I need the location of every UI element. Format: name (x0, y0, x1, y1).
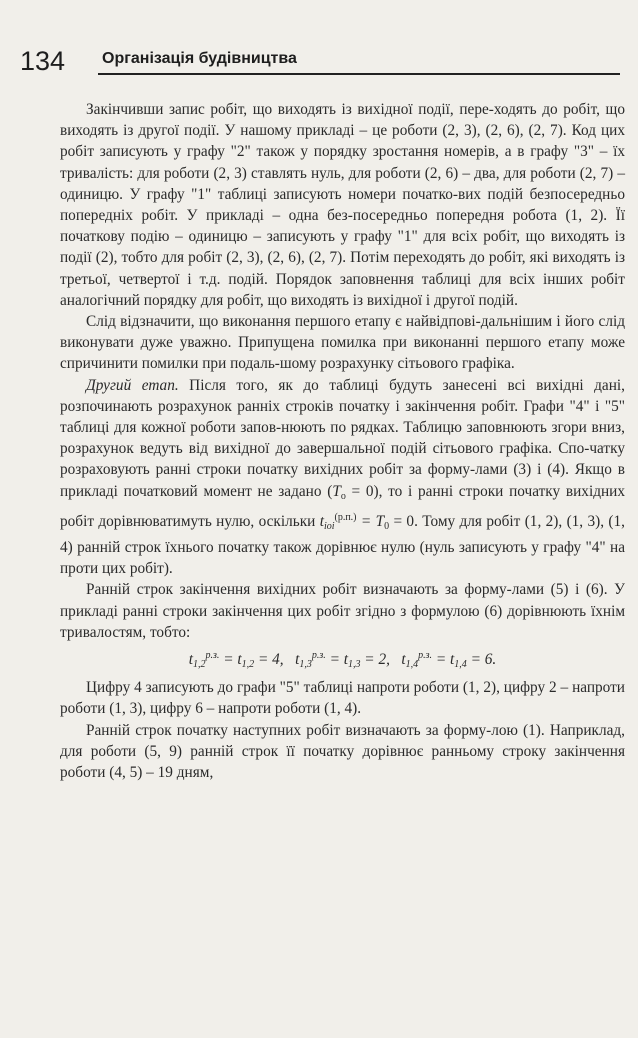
paragraph-4: Ранній строк закінчення вихідних робіт визначають за форму-лами (5) і (6). У прикладі ранні строки закінчення цих робіт згідно з формулою (6) дорівнюють їхнім тривалостям, тобто: (60, 581, 625, 641)
running-header (20, 46, 626, 86)
paragraph-1: Закінчивши запис робіт, що виходять із вихідної події, пере-ходять до робіт, що виходять із другої події. У нашому прикладі – це роботи (2, 3), (2, 6), (2, 7). Код цих робіт записують у графу "2" також у порядку зростання номерів, а в графу "3" – їх тривалість: для роботи (2, 3) ставлять нуль, для роботи (2, 6) – два, для роботи (2, 7) – одиницю. У графу "1" таблиці записують номери початко-вих подій безпосередньо попередніх робіт. У прикладі – одна без-посередньо попередня робота (1, 2). Її початкову подію – одиницю – записують у графу "1" для всіх робіт, що виходять із події (2), тобто для робіт (2, 3), (2, 6), (2, 7). Потім переходять до робіт, які виходять із третьої, четвертої і т.д. подій. Порядок заповнення таблиці для всіх інших робіт аналогічний порядку для робіт, що виходять із вихідної і другої подій. (60, 101, 625, 309)
t0-subscript: o (340, 490, 346, 502)
paragraph-3 (60, 375, 625, 580)
formula-term-1: $t_{1,2}^{р.з.} = t_{1,2} = 4$, (188, 650, 284, 671)
header-rule (98, 73, 620, 75)
body-text (60, 99, 625, 783)
formula-term-3: $t_{1,4}^{р.з.} = t_{1,4} = 6$. (401, 650, 497, 671)
p3-text-b: = 0), то і ранні строки початку вихідних робіт дорівнюватимуть нулю, оскільки (60, 482, 625, 530)
tioi-equals: = T (356, 512, 385, 530)
tioi-superscript: (р.п.) (334, 511, 357, 523)
formula-term-2: $t_{1,3}^{р.з.} = t_{1,3} = 2$, (295, 650, 390, 671)
paragraph-6: Ранній строк початку наступних робіт визначають за форму-лою (1). Наприклад, для роботи (5, 9) ранній строк її початку дорівнює ранньому строку закінчення роботи (4, 5) – 19 дням, (60, 721, 625, 782)
paragraph-5: Цифру 4 записують до графи "5" таблиці напроти роботи (1, 2), цифру 2 – напроти роботи (1, 3), цифру 6 – напроти роботи (1, 4). (60, 679, 625, 718)
p3-text-c: = 0. Тому для робіт (1, 2), (1, 3), (1, 4) ранній строк їхнього початку також дорівнює нулю (нуль записують у графу "4" на проти цих робіт). (60, 512, 625, 578)
running-title: Організація будівництва (102, 50, 297, 67)
tioi-symbol: t (319, 512, 324, 530)
paragraph-2: Слід відзначити, що виконання першого етапу є найвідпові-дальнішим і його слід виконувати дуже уважно. Припущена помилка при виконанні першого етапу може спричинити помилки при подаль-шому розрахунку сітьового графіка. (60, 313, 625, 373)
t0-symbol: T (332, 482, 341, 500)
section-lead: Другий етап. (86, 376, 179, 394)
tioi-subscript: іоі (323, 520, 335, 532)
tioi-eq-subscript: 0 (384, 520, 390, 532)
p3-text-a: Після того, як до таблиці будуть занесені всі вихідні дані, розпочинають розрахунок ранніх строків початку і закінчення робіт. Графи "4" і "5" таблиці для кожної роботи запов-нюють по рядках. Таблицю заповнюють згори вниз, розрахунок ведуть від вихідної до завершальної подій сітьового графіка. Спо-чатку розраховують ранні строки початку вихідних робіт за форму-лами (3) і (4). Якщо в прикладі початковий момент не задано ( (60, 376, 625, 500)
page-number: 134 (20, 46, 66, 76)
formula (60, 645, 625, 675)
